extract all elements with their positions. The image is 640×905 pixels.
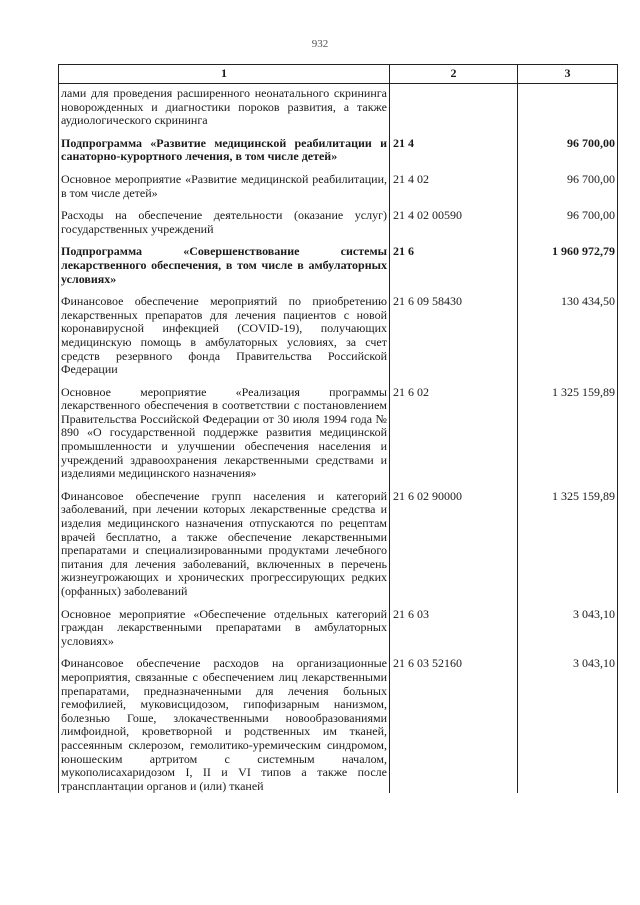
table-row <box>59 209 618 245</box>
row-sum-cell: 96 700,00 <box>518 209 618 245</box>
row-sum-cell: 1 325 159,89 <box>518 490 618 608</box>
row-code-cell: 21 6 02 <box>390 386 518 490</box>
row-code-cell: 21 6 03 <box>390 608 518 658</box>
row-code-cell: 21 4 02 00590 <box>390 209 518 245</box>
column-header-code: 2 <box>390 65 518 84</box>
row-code-cell: 21 4 <box>390 137 518 173</box>
table-row <box>59 84 618 137</box>
row-code-cell: 21 6 03 52160 <box>390 657 518 793</box>
row-sum-cell: 96 700,00 <box>518 173 618 209</box>
row-name-cell: Основное мероприятие «Обеспечение отдельных категорий граждан лекарственными препаратами в амбулаторных условиях» <box>59 608 390 658</box>
budget-table <box>58 64 618 793</box>
table-header-row <box>59 65 618 84</box>
row-sum-cell: 3 043,10 <box>518 657 618 793</box>
page-number: 932 <box>311 38 329 50</box>
row-code-cell: 21 4 02 <box>390 173 518 209</box>
table-row <box>59 137 618 173</box>
table-row <box>59 490 618 608</box>
table-row <box>59 608 618 658</box>
row-name-cell: Основное мероприятие «Реализация программы лекарственного обеспечения в соответствии с постановлением Правительства Российской Федерации от 30 июля 1994 года № 890 «О государственной поддержке развития медицинской промышленности и улучшении обеспечения населения и учреждений здравоохранения лекарственными средствами и изделиями медицинского назначения» <box>59 386 390 490</box>
row-name-cell: Подпрограмма «Развитие медицинской реабилитации и санаторно-курортного лечения, в том числе детей» <box>59 137 390 173</box>
table-row <box>59 657 618 793</box>
row-sum-cell: 1 960 972,79 <box>518 245 618 295</box>
row-name-cell: Расходы на обеспечение деятельности (оказание услуг) государственных учреждений <box>59 209 390 245</box>
row-name-cell: Финансовое обеспечение мероприятий по приобретению лекарственных препаратов для лечения пациентов с новой коронавирусной инфекцией (COVID-19), получающих медицинскую помощь в амбулаторных условиях, за счет средств резервного фонда Правительства Российской Федерации <box>59 295 390 386</box>
row-sum-cell: 130 434,50 <box>518 295 618 386</box>
row-name-cell: Финансовое обеспечение расходов на организационные мероприятия, связанные с обеспечением лиц лекарственными препаратами, предназначенными для лечения больных гемофилией, муковисцидозом, гипофизарным нанизмом, болезнью Гоше, злокачественными новообразованиями лимфоидной, кроветворной и родственных им тканей, рассеянным склерозом, гемолитико-уремическим синдромом, юношеским артритом с системным началом, мукополисахаридозом I, II и VI типов а также после трансплантации органов и (или) тканей <box>59 657 390 793</box>
row-sum-cell: 96 700,00 <box>518 137 618 173</box>
row-sum-cell: 3 043,10 <box>518 608 618 658</box>
row-sum-cell: 1 325 159,89 <box>518 386 618 490</box>
table-row <box>59 173 618 209</box>
table-row <box>59 245 618 295</box>
row-code-cell: 21 6 09 58430 <box>390 295 518 386</box>
row-code-cell: 21 6 02 90000 <box>390 490 518 608</box>
row-code-cell: 21 6 <box>390 245 518 295</box>
column-header-sum: 3 <box>518 65 618 84</box>
table-row <box>59 386 618 490</box>
row-code-cell <box>390 84 518 137</box>
row-name-cell: Основное мероприятие «Развитие медицинской реабилитации, в том числе детей» <box>59 173 390 209</box>
column-header-name: 1 <box>59 65 390 84</box>
row-name-cell: лами для проведения расширенного неонатального скрининга новорожденных и диагностики пороков развития, а также аудиологического скрининга <box>59 84 390 137</box>
table-body <box>59 84 618 794</box>
row-name-cell: Подпрограмма «Совершенствование системы лекарственного обеспечения, в том числе в амбулаторных условиях» <box>59 245 390 295</box>
row-sum-cell <box>518 84 618 137</box>
table-row <box>59 295 618 386</box>
row-name-cell: Финансовое обеспечение групп населения и категорий заболеваний, при лечении которых лекарственные средства и изделия медицинского назначения отпускаются по рецептам врачей бесплатно, а также обеспечение лекарственными препаратами и специализированными продуктами лечебного питания для лечения заболеваний, включенных в перечень жизнеугрожающих и хронических прогрессирующих редких (орфанных) заболеваний <box>59 490 390 608</box>
